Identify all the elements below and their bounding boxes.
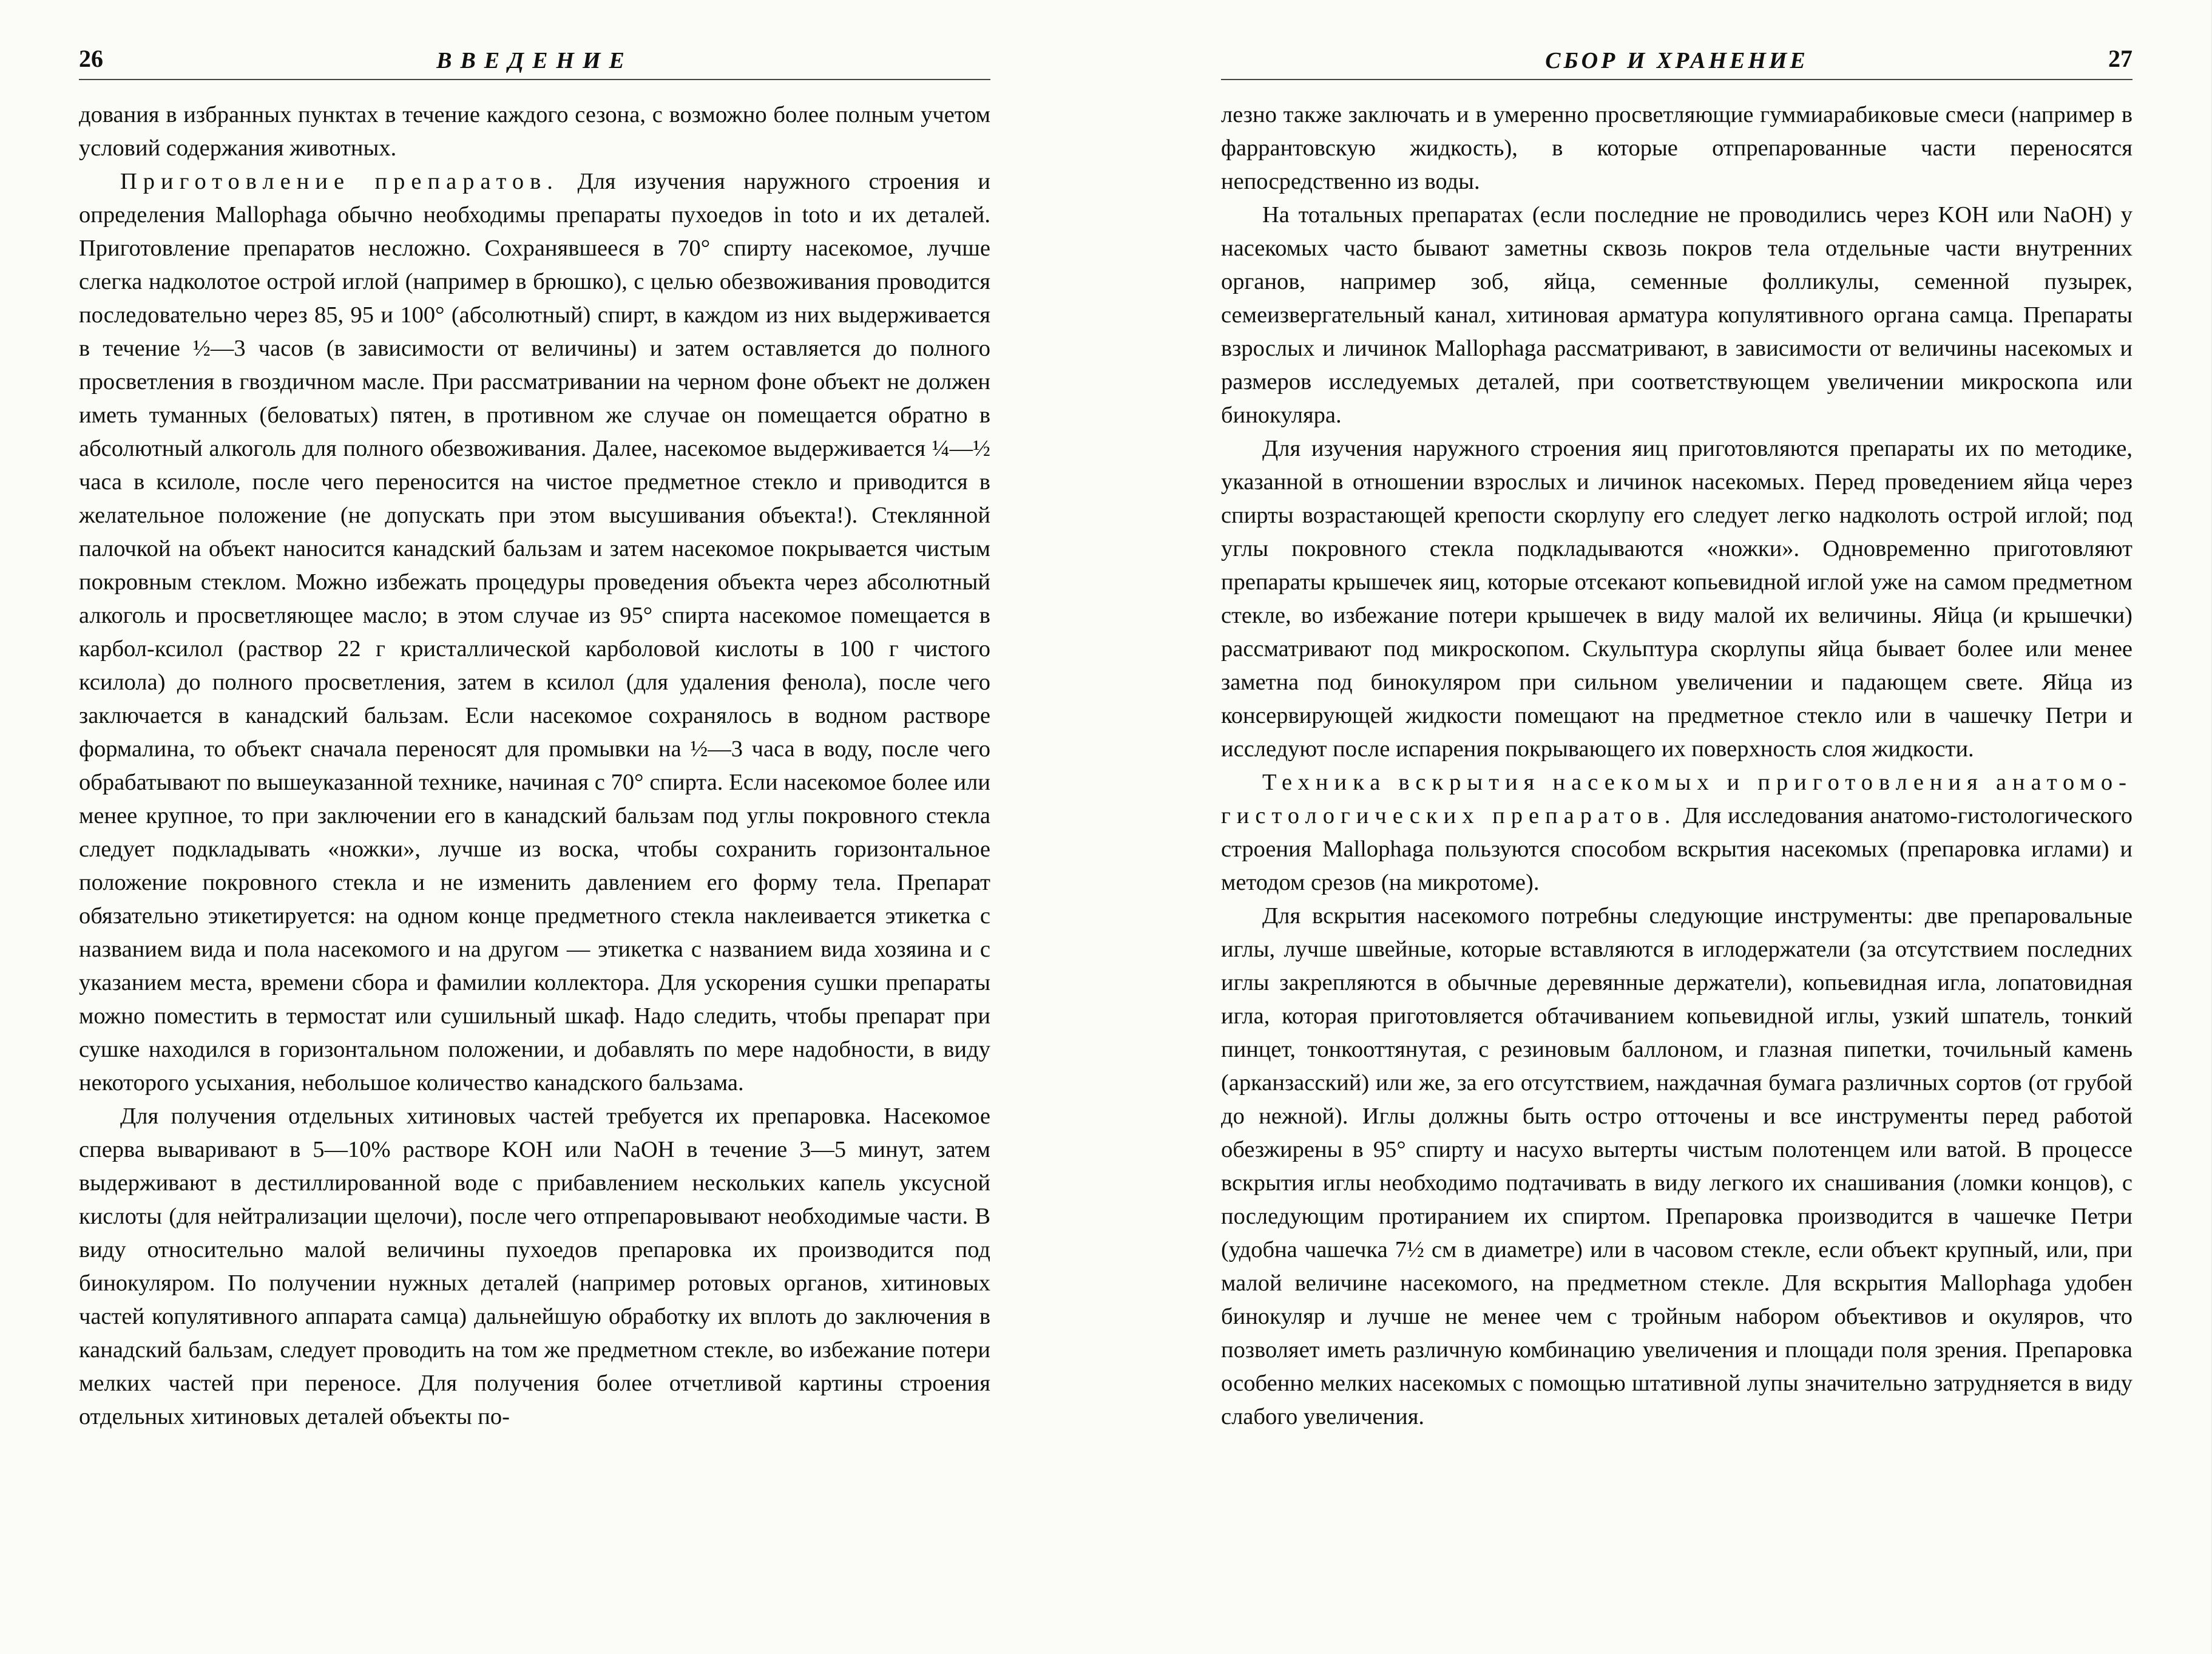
- section-lead: Техника вскрытия насекомых и приготовления анатомо-гистологических препаратов.: [1221, 770, 2133, 829]
- section-lead: Приготовление препаратов.: [120, 169, 559, 194]
- paragraph-text: Для получения отдельных хитиновых частей требуется их препаровка. Насекомое сперва вываривают в 5—10% растворе KOH или NaOH в течение 3—5 минут, затем выдерживают в дестиллированной воде с прибавлением нескольких капель уксусной кислоты (для нейтрализации щелочи), после чего отпрепаровывают необходимые части. В виду относительно малой величины пухоедов препаровка их производится под бинокуляром. По получении нужных деталей (например ротовых органов, хитиновых частей копулятивного аппарата самца) дальнейшую обработку их вплоть до заключения в канадский бальзам, следует проводить на том же предметном стекле, во избежание потери мелких частей при переносе. Для получения более отчетливой картины строения отдельных хитиновых деталей объекты по-: [79, 1103, 990, 1429]
- paragraph-text: На тотальных препаратах (если последние не проводились через KOH или NaOH) у насекомых часто бывают заметны сквозь покров тела отдельные части внутренних органов, например зоб, яйца, семенные фолликулы, семенной пузырек, семеизвергательный канал, хитиновая арматура копулятивного органа самца. Препараты взрослых и личинок Mallophaga рассматривают, в зависимости от величины насекомых и размеров исследуемых деталей, при соответствующем увеличении микроскопа или бинокуляра.: [1221, 202, 2133, 428]
- left-paragraph-3: [79, 1100, 990, 1434]
- paragraph-text: Для исследования анатомо-гистологического строения Mallophaga пользуются способом вскрытия насекомых (препаровка иглами) и методом срезов (на микротоме).: [1221, 803, 2133, 895]
- left-paragraph-2: [79, 165, 990, 1100]
- left-running-title: ВВЕДЕНИЕ: [436, 48, 633, 73]
- left-running-head: [79, 36, 990, 80]
- right-page: [1106, 0, 2211, 1654]
- right-paragraph-2: [1221, 198, 2133, 432]
- right-running-title: СБОР И ХРАНЕНИЕ: [1545, 48, 1808, 73]
- paragraph-text: Для вскрытия насекомого потребны следующие инструменты: две препаровальные иглы, лучше швейные, которые вставляются в иглодержатели (за отсутствием последних иглы закрепляются в обычные деревянные держатели), копьевидная игла, лопатовидная игла, которая приготовляется обтачиванием копьевидной иглы, узкий шпатель, тонкий пинцет, тонкооттянутая, с резиновым баллоном, и глазная пипетки, точильный камень (арканзасский) или же, за его отсутствием, наждачная бумага различных сортов (от грубой до нежной). Иглы должны быть остро отточены и все инструменты перед работой обезжирены в 95° спирту и насухо вытерты чистым полотенцем или ватой. В процессе вскрытия иглы необходимо подтачивать в виду легкого их снашивания (ломки концов), с последующим протиранием их спиртом. Препаровка производится в чашечке Петри (удобна чашечка 7½ см в диаметре) или в часовом стекле, если объект крупный, или, при малой величине насекомого, на предметном стекле. Для вскрытия Mallophaga удобен бинокуляр и лучше не менее чем с тройным набором объективов и окуляров, что позволяет иметь различную комбинацию увеличения и площади поля зрения. Препаровка особенно мелких насекомых с помощью штативной лупы значительно затрудняется в виду слабого увеличения.: [1221, 903, 2133, 1429]
- paragraph-text: Для изучения наружного строения и определения Mallophaga обычно необходимы препараты пухоедов in toto и их деталей. Приготовление препаратов несложно. Сохранявшееся в 70° спирту насекомое, лучше слегка надколотое острой иглой (например в брюшко), с целью обезвоживания проводится последовательно через 85, 95 и 100° (абсолютный) спирт, в каждом из них выдерживается в течение ½—3 часов (в зависимости от величины) и затем оставляется до полного просветления в гвоздичном масле. При рассматривании на черном фоне объект не должен иметь туманных (беловатых) пятен, в противном же случае он помещается обратно в абсолютный алкоголь для полного обезвоживания. Далее, насекомое выдерживается ¼—½ часа в ксилоле, после чего переносится на чистое предметное стекло и приводится в желательное положение (не допускать при этом высушивания объекта!). Стеклянной палочкой на объект наносится канадский бальзам и затем насекомое покрывается чистым покровным стеклом. Можно избежать процедуры проведения объекта через абсолютный алкоголь и просветляющее масло; в этом случае из 95° спирта насекомое помещается в карбол-ксилол (раствор 22 г кристаллической карболовой кислоты в 100 г чистого ксилола) до полного просветления, затем в ксилол (для удаления фенола), после чего заключается в канадский бальзам. Если насекомое сохранялось в водном растворе формалина, то объект сначала переносят для промывки на ½—3 часа в воду, после чего обрабатывают по вышеуказанной технике, начиная с 70° спирта. Если насекомое более или менее крупное, то при заключении его в канадский бальзам под углы покровного стекла следует подкладывать «ножки», лучше из воска, чтобы сохранить горизонтальное положение покровного стекла и не изменить давлением его форму тела. Препарат обязательно этикетируется: на одном конце предметного стекла наклеивается этикетка с названием вида и пола насекомого и на другом — этикетка с названием вида хозяина и с указанием места, времени сбора и фамилии коллектора. Для ускорения сушки препараты можно поместить в термостат или сушильный шкаф. Надо следить, чтобы препарат при сушке находился в горизонтальном положении, и добавлять по мере надобности, в виду некоторого усыхания, небольшое количество канадского бальзама.: [79, 169, 990, 1096]
- left-paragraph-1: [79, 98, 990, 165]
- right-paragraph-1: [1221, 98, 2133, 198]
- right-paragraph-3: [1221, 432, 2133, 766]
- right-page-number: 27: [2108, 45, 2133, 72]
- paragraph-text: дования в избранных пунктах в течение каждого сезона, с возможно более полным учетом условий содержания животных.: [79, 102, 990, 161]
- paragraph-text: лезно также заключать и в умеренно просветляющие гуммиарабиковые смеси (например в фаррантовскую жидкость), в которые отпрепарованные части переносятся непосредственно из воды.: [1221, 102, 2133, 194]
- left-page-number: 26: [79, 45, 103, 72]
- right-running-head: [1221, 36, 2133, 80]
- right-paragraph-5: [1221, 900, 2133, 1434]
- right-paragraph-4: [1221, 766, 2133, 900]
- paragraph-text: Для изучения наружного строения яиц приготовляются препараты их по методике, указанной в отношении взрослых и личинок насекомых. Перед проведением яйца через спирты возрастающей крепости скорлупу его следует легко надколоть острой иглой; под углы покровного стекла подкладываются «ножки». Одновременно приготовляют препараты крышечек яиц, которые отсекают копьевидной иглой уже на самом предметном стекле, во избежание потери крышечек в виду малой их величины. Яйца (и крышечки) рассматривают под микроскопом. Скульптура скорлупы яйца бывает более или менее заметна под бинокуляром при сильном увеличении и падающем свете. Яйца из консервирующей жидкости помещают на предметное стекло или в чашечку Петри и исследуют после испарения покрывающего их поверхность слоя жидкости.: [1221, 436, 2133, 762]
